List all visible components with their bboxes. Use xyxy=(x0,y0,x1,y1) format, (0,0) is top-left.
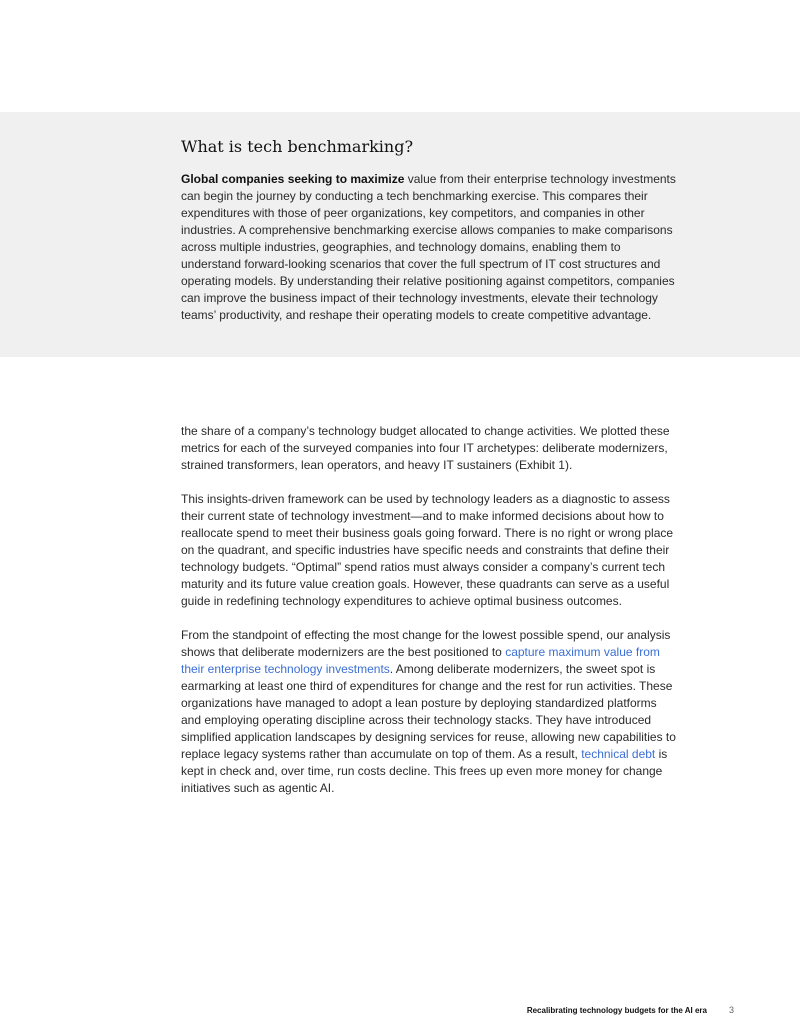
page-number: 3 xyxy=(728,1005,734,1015)
sidebar-title: What is tech benchmarking? xyxy=(181,137,414,156)
footer-title: Recalibrating technology budgets for the AI era xyxy=(526,1006,707,1015)
technical-debt-link[interactable]: technical debt xyxy=(581,747,656,761)
paragraph-2: This insights-driven framework can be used by technology leaders as a diagnostic to assess their current state of technology investment—and to make informed decisions about how to reallocate spend to meet their business goals going forward. There is no right or wrong place on the quadrant, and specific industries have specific needs and constraints that define their technology budgets. “Optimal” spend ratios must always consider a company’s current tech maturity and its future value creation goals. However, these quadrants can serve as a useful guide in redefining technology expenditures to achieve optimal business outcomes. xyxy=(181,492,674,608)
paragraph-3-part-2: . Among deliberate modernizers, the sweet spot is earmarking at least one third of expenditures for change and the rest for run activities. These organizations have managed to adopt a lean posture by deploying standardized platforms and employing operating discipline across their technology stacks. They have introduced simplified application landscapes by designing services for reuse, allowing new capabilities to replace legacy systems rather than accumulate on top of them. As a result, xyxy=(181,662,676,761)
footer xyxy=(527,1004,734,1017)
paragraph-1: the share of a company’s technology budget allocated to change activities. We plotted these metrics for each of the surveyed companies into four IT archetypes: deliberate modernizers, strained transformers, lean operators, and heavy IT sustainers (Exhibit 1). xyxy=(181,424,670,472)
sidebar-lead: Global companies seeking to maximize xyxy=(181,172,405,186)
paragraph-3-part-3: is kept in check and, over time, run costs decline. This frees up even more money for change initiatives such as agentic AI. xyxy=(181,747,668,795)
paragraph-3 xyxy=(181,627,676,797)
sidebar-body: value from their enterprise technology investments can begin the journey by conducting a tech benchmarking exercise. This compares their expenditures with those of peer organizations, key competitors, and companies in other industries. A comprehensive benchmarking exercise allows companies to make comparisons across multiple industries, geographies, and technology domains, enabling them to understand forward-looking scenarios that cover the full spectrum of IT cost structures and operating models. By understanding their relative positioning against competitors, companies can improve the business impact of their technology investments, elevate their technology teams’ productivity, and reshape their operating models to create competitive advantage. xyxy=(181,172,676,322)
capture-value-link[interactable]: capture maximum value from their enterprise technology investments xyxy=(181,645,660,676)
sidebar-text xyxy=(181,171,676,324)
paragraph-3-part-1: From the standpoint of effecting the most change for the lowest possible spend, our analysis shows that deliberate modernizers are the best positioned to xyxy=(181,628,671,659)
